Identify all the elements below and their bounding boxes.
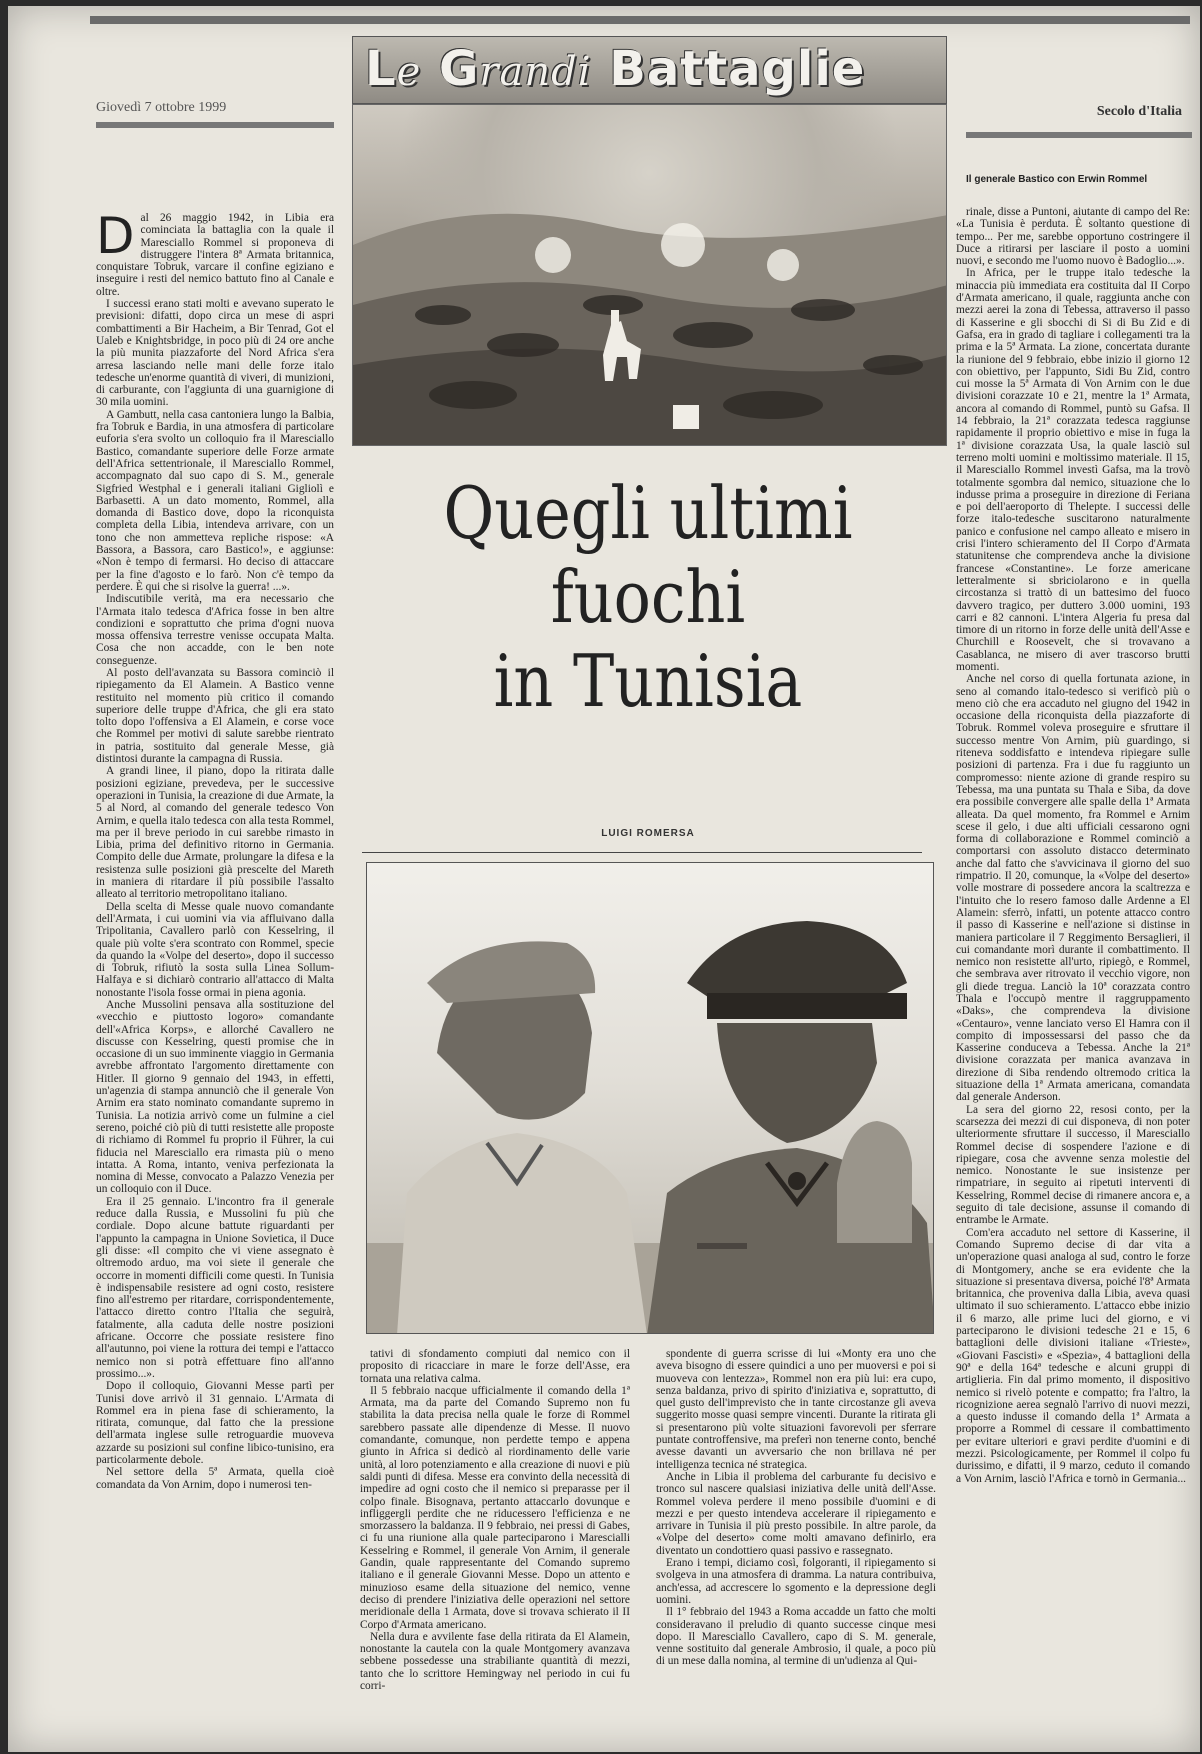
paragraph: Al posto dell'avanzata su Bassora cominciò il ripiegamento da El Alamein. A Bastico venne restituito nel momento più critico il comando superiore delle truppe d'Africa, che gli era stato tolto dopo l'offensiva a El Alamein, e corse voce che Rommel per motivi di salute sarebbe rientrato in patria, sostituito dal generale Messe, già distintosi durante la campagna di Russia. xyxy=(96,666,334,766)
article-column-right xyxy=(956,206,1190,1742)
section-title-battaglie: Battaglie xyxy=(609,41,866,97)
battle-painting xyxy=(352,104,947,446)
paragraph-text: al 26 maggio 1942, in Libia era cominciata la battaglia con la quale il Maresciallo Rommel si proponeva di distruggere l'intera 8ª Armata britannica, conquistare Tobruk, varcare il confine egiziano e inseguire i resti del nemico battuto fino al Canale e oltre. xyxy=(96,212,334,298)
paragraph: Il 5 febbraio nacque ufficialmente il comando della 1ª Armata, ma da parte del Comando Supremo non fu stabilita la data precisa nella quale le forze di Rommel sarebbero passate alle dipendenze di Messe. Il nuovo comandante, comunque, non perdette tempo e appena giunto in Africa si dedicò al riordinamento delle varie unità, al loro potenziamento e alla creazione di nuovi e più saldi punti di difesa. Messe era convinto della necessità di impedire ad ogni costo che il nemico si preparasse per il colpo finale. Bisognava, pertanto attaccarlo dovunque e infliggergli perdite che ne riducessero l'efficienza e ne smorzassero la baldanza. Il 9 febbraio, nei pressi di Gabes, ci fu una riunione alla quale parteciparono i Marescialli Kesselring e Rommel, il generale Von Arnim, il generale Gandin, quale rappresentante del Comando supremo italiano e il generale Giovanni Messe. Dopo un attento e minuzioso esame della situazione del nemico, venne deciso di prendere l'iniziativa delle operazioni nel settore meridionale della 1 Armata, dove si trovava schierato il II Corpo d'Armata americano. xyxy=(360,1384,630,1631)
paragraph: tativi di sfondamento compiuti dal nemico con il proposito di ricacciare in mare le forze dell'Asse, era tornata una relativa calma. xyxy=(360,1348,630,1385)
byline: LUIGI ROMERSA xyxy=(601,828,695,839)
paragraph: Della scelta di Messe quale nuovo comandante dell'Armata, i cui uomini via via affluivano dalla Tripolitania, Cavallero parlò con Kesselring, il quale più volte s'era scontrato con Rommel, specie da quando la «Volpe del deserto», dopo il successo di Tobruk, rifiutò la sosta sulla Linea Sollum-Halfaya e si dichiarò contrario all'attacco di Malta nonostante l'isola fosse ormai in piena agonia. xyxy=(96,900,334,999)
battle-painting-art xyxy=(353,105,947,446)
paragraph: Indiscutibile verità, ma era necessario che l'Armata italo tedesca d'Africa fosse in ben altre condizioni e soprattutto che prima d'ogni nuova mossa offensiva terrestre venisse occupata Malta. Cosa che non accadde, con le ben note conseguenze. xyxy=(96,593,334,667)
section-title-randi: randi xyxy=(479,49,592,95)
article-column-left xyxy=(96,212,334,1742)
bastico-rommel-photo xyxy=(366,862,934,1334)
paragraph: A Gambutt, nella casa cantoniera lungo la Balbia, fra Tobruk e Bardia, in una atmosfera di particolare euforia s'era svolto un colloquio fra il Maresciallo Bastico, comandante superiore delle Forze armate dell'Africa settentrionale, il Maresciallo Rommel, accompagnato dal suo capo di S. M., generale Sigfried Westphal e i generali italiani Gigliolì e Barbasetti. A un dato momento, Rommel, alla domanda di Bastico dove, dopo la riconquista completa della Libia, intendeva arrivare, con un tono che non ammetteva repliche rispose: «A Bassora, a Bassora, caro Bastico!», e aggiunse: «Non è tempo di fermarsi. Ho deciso di attaccare per la fine d'agosto e lo farò. Non c'è tempo da perdere. È qui che si risolve la guerra! ...». xyxy=(96,408,334,593)
right-rule xyxy=(966,132,1192,138)
date-rule xyxy=(96,122,334,128)
section-title xyxy=(365,41,865,97)
paragraph: Anche in Libia il problema del carburante fu decisivo e tronco sul nascere qualsiasi iniziativa delle unità dell'Asse. Rommel voleva perdere il meno possibile d'uomini e di mezzi e per questo intendeva accelerare il ripiegamento e arrivare in Tunisia il più presto possibile. In altre parole, da «Volpe del deserto» come molti amavano definirlo, era diventato un condottiero quasi passivo e rassegnato. xyxy=(656,1470,936,1557)
article-headline xyxy=(407,471,889,723)
photo-caption: Il generale Bastico con Erwin Rommel xyxy=(966,174,1148,185)
section-title-G: G xyxy=(438,41,480,97)
paragraph: In Africa, per le truppe italo tedesche la minaccia più immediata era costituita dal II Corpo d'Armata americano, il quale, raggiunta anche con mezzi aerei la zona di Tebessa, attraverso il passo di Kasserine e gli sbocchi di Si di Bu Zid e di Gafsa, era in grado di tagliare i collegamenti tra la prima e la 5ª Armata. La zione, concertata durante la riunione del 9 febbraio, ebbe inizio il giorno 12 con obiettivo, per l'appunto, Sidi Bu Zid, contro cui mosse la 5ª Armata di Von Arnim con le due divisioni corazzate 10 e 21, mentre la 1ª Armata, ancora al comando di Rommel, puntò su Gafsa. Il 14 febbraio, la 21ª corazzata tedesca raggiunse rapidamente il proprio obiettivo e mise in fuga la 1ª divisione corazzata Usa, la quale lasciò sul terreno molti uomini e moltissimo materiale. Il 15, il Maresciallo Rommel investì Gafsa, ma la trovò totalmente sgombra dal nemico, situazione che lo indusse prima a proseguire in direzione di Feriana e poi dell'aeroporto di Thelepte. I successi delle forze italo-tedesche suscitarono naturalmente panico e confusione nel campo alleato e misero in crisi l'intero schieramento del II Corpo d'Armata statunitense che comprendeva anche la divisione francese «Constantine». Le forze americane letteralmente si sbriciolarono e in quella circostanza si trattò di un battesimo del fuoco davvero tragico, per duttero 3.000 uomini, 193 carri e 82 cannoni. L'intera Algeria fu presa dal timore di un ritorno in forze delle unità dell'Asse e Churchill e Roosevelt, che si trovavano a Casablanca, ne misero di aver trascorso brutti momenti. xyxy=(956,267,1190,673)
paragraph: Com'era accaduto nel settore di Kasserine, il Comando Supremo decise di dar vita a un'operazione quasi analoga al sud, contro le forze di Montgomery, anche se era evidente che la situazione si presentava diversa, poiché l'8ª Armata britannica, che proveniva dalla Libia, aveva quasi ultimato il suo schieramento. L'attacco ebbe inizio il 6 marzo, alle prime luci del giorno, e vi parteciparono le divisioni tedesche 21 e 15, 6 battaglioni delle divisioni italiane «Trieste», «Giovani Fascisti» e «Spezia», 4 battaglioni della 90ª e della 164ª tedesche e alcuni gruppi di artiglieria. Fin dal primo momento, il dispositivo nemico si rivelò potente e compatto; fra l'altro, la ricognizione aerea segnalò l'arrivo di nuovi mezzi, a questo indusse il comando della 1ª Armata a proporre a Rommel di cessare il combattimento per evitare ulteriori e gravi perdite d'uomini e di mezzi. Psicologicamente, per Rommel il colpo fu durissimo, e difatti, il 9 marzo, ceduto il comando a Von Arnim, lasciò l'Africa e tornò in Germania... xyxy=(956,1226,1190,1485)
paragraph: Il 1° febbraio del 1943 a Roma accadde un fatto che molti consideravano il preludio di quanto successe cinque mesi dopo. Il Maresciallo Cavallero, capo di S. M. generale, venne sostituito dal generale Ambrosio, il quale, a poco più di un mese dalla nomina, al termine di un'udienza al Qui- xyxy=(656,1606,936,1668)
issue-date: Giovedì 7 ottobre 1999 xyxy=(96,100,227,115)
paragraph xyxy=(96,212,334,298)
byline-rule xyxy=(362,852,922,853)
paragraph: rinale, disse a Puntoni, aiutante di campo del Re: «La Tunisia è perduta. È soltanto questione di tempo... Per me, sarebbe opportuno costringere il Duce a ritirarsi per lasciare il posto a uomini nuovi, e secondo me l'uomo nuovo è Badoglio...». xyxy=(956,206,1190,268)
section-banner xyxy=(352,36,947,104)
paragraph: I successi erano stati molti e avevano superato le previsioni: difatti, dopo circa un mese di aspri combattimenti a Bir Hacheim, a Bir Tenrad, Got el Ualeb e Knightsbridge, in poco più di 24 ore anche la più munita piazzaforte del Nord Africa s'era arresa lasciando nelle mani delle forze italo tedesche un'enorme quantità di viveri, di munizioni, di carburante, con l'aggiunta di una guarnigione di 30 mila uomini. xyxy=(96,298,334,409)
paragraph: Nella dura e avvilente fase della ritirata da El Alamein, nonostante la cautela con la quale Montgomery avanzava sebbene possedesse una strabiliante quantità di mezzi, tanto che lo scrittore Hemingway nel periodo in cui fu corri- xyxy=(360,1630,630,1693)
photo-art xyxy=(367,863,934,1334)
headline-line-2: fuochi xyxy=(550,555,746,639)
paragraph: Era il 25 gennaio. L'incontro fra il generale reduce dalla Russia, e Mussolini fu più che cordiale. Dopo alcune battute riguardanti per l'appunto la campagna in Unione Sovietica, il Duce gli disse: «Il compito che vi viene assegnato è oltremodo arduo, ma voi siete il generale che occorre in momenti difficili come questi. In Tunisia è indispensabile resistere ad ogni costo, resistere fino all'estremo per ritardare, corrispondentemente, l'attacco diretto contro l'Italia che seguirà, fatalmente, alla caduta delle nostre posizioni africane. Occorre che possiate resistere fino all'autunno, poi viene la rottura dei tempi e l'attacco nemico non si potrà effettuare fino all'anno prossimo...». xyxy=(96,1195,334,1380)
paragraph: Anche Mussolini pensava alla sostituzione del «vecchio e piuttosto logoro» comandante dell'«Africa Korps», e allorché Cavallero ne discusse con Kesselring, questi promise che in occasione di un suo imminente viaggio in Germania avrebbe affrontato l'argomento direttamente con Hitler. Il giorno 9 gennaio del 1943, in effetti, un'agenzia di stampa annunciò che il generale Von Arnim era stato nominato comandante supremo in Tunisia. La notizia arrivò come un fulmine a ciel sereno, poiché ciò più di tutti resistette alle proposte di richiamo di Rommel fu proprio il Führer, la cui fiducia nel Maresciallo era rimasta più o meno intatta. A Roma, intanto, veniva perfezionata la nomina di Messe, convocato a Palazzo Venezia per un colloquio con il Duce. xyxy=(96,999,334,1196)
headline-line-3: in Tunisia xyxy=(493,639,803,723)
section-title-e: e xyxy=(396,49,422,95)
top-rule xyxy=(90,16,1190,24)
masthead: Secolo d'Italia xyxy=(1096,104,1182,119)
article-column-middle-1 xyxy=(360,1348,630,1742)
paragraph: Nel settore della 5ª Armata, quella cioè comandata da Von Arnim, dopo i numerosi ten- xyxy=(96,1466,334,1491)
paragraph: Dopo il colloquio, Giovanni Messe partì per Tunisi dove arrivò il 31 gennaio. L'Armata di Rommel era in piena fase di schieramento, la ritirata, comunque, dal fatto che la pressione dell'armata inglese sulle retroguardie muoveva azzarde su posizioni sul confine libico-tunisino, era particolarmente debole. xyxy=(96,1380,334,1466)
paragraph: Anche nel corso di quella fortunata azione, in seno al comando italo-tedesco si verificò più o meno ciò che era accaduto nel giugno del 1942 in occasione della riconquista della piazzaforte di Tobruk. Rommel voleva proseguire e sfruttare il successo mentre Von Arnim, più guardingo, si riteneva soddisfatto e intendeva ripiegare sulle posizioni di partenza. Fra i due fu raggiunto un compromesso: niente azione di grande respiro su Tebessa, ma una puntata su Thala e Siba, da dove era possibile convergere alle spalle della 1ª Armata alleata. Da quel momento, fra Rommel e Arnim scese il gelo, i due alti ufficiali cessarono ogni forma di collaborazione e Rommel cominciò a comportarsi con assoluto distacco determinato anche dal fatto che s'avvicinava il giorno del suo rimpatrio. Il 20, comunque, la «Volpe del deserto» volle mostrare di possedere ancora la scaltrezza e l'intuito che lo resero famoso dalle Ardenne a El Alamein: sferrò, infatti, un potente attacco contro il passo di Kasserine e nell'azione si distinse in maniera particolare il 7 Reggimento Bersaglieri, il cui comandante morì durante il combattimento. Il nemico non resistette all'urto, ripiegò, e Rommel, che sembrava aver ritrovato il vecchio vigore, non gli diede tregua. Lanciò la 10ª corazzata contro Thala e l'occupò mentre il raggruppamento «Daks», che comprendeva la divisione «Centauro», venne lanciato verso El Hamra con il compito di impossessarsi del passo che da Kasserine conduceva a Tebessa. Anche la 21ª divisione corazzata per manica avanzava in direzione di Siba rendendo oltremodo critica la situazione della 1ª Armata americana, comandata dal generale Anderson. xyxy=(956,673,1190,1104)
headline-line-1: Quegli ultimi xyxy=(443,471,853,555)
drop-cap: D xyxy=(96,212,135,265)
paragraph: spondente di guerra scrisse di lui «Monty era uno che aveva bisogno di essere quindici a uno per muoversi e poi si muoveva con lentezza», Rommel non era più lui: era cupo, senza baldanza, privo di spirito d'iniziativa e, soprattutto, di quel gusto dell'imprevisto che in tante circostanze gli aveva suggerito mosse quasi sempre vincenti. Durante la ritirata gli si presentarono più volte situazioni favorevoli per sferrare puntate controffensive, ma preferì non tenerne conto, benché avesse davanti un avversario che non brillava né per intelligenza tecnica né strategica. xyxy=(656,1348,936,1471)
article-column-middle-2 xyxy=(656,1348,936,1742)
paragraph: A grandi linee, il piano, dopo la ritirata dalle posizioni egiziane, prevedeva, per le successive operazioni in Tunisia, la creazione di due Armate, la 5 al Nord, al comando del generale tedesco Von Arnim, e quella italo tedesca con alla testa Rommel, ma per il breve periodo in cui sarebbe rimasto in Libia, prima del definitivo ritorno in Germania. Compito delle due Armate, prolungare la difesa e la resistenza sulle posizioni già prescelte del Mareth in maniera di ritardare il più possibile l'assalto alleato al territorio metropolitano italiano. xyxy=(96,765,334,901)
paragraph: Erano i tempi, diciamo così, folgoranti, il ripiegamento si svolgeva in una atmosfera di dramma. La natura contribuiva, anch'essa, ad accrescere lo sgomento e la depressione degli uomini. xyxy=(656,1557,936,1606)
paragraph: La sera del giorno 22, resosi conto, per la scarsezza dei mezzi di cui disponeva, di non poter ulteriormente sfruttare il successo, il Maresciallo Rommel decise di sospendere l'azione e di ripiegare, cosa che avvenne senza molestie del nemico. Nonostante le sue insistenze per rimpatriare, in seguito ai ripetuti interventi di Kesselring, Rommel decise di rimanere ancora e, a seguito di tale decisione, assunse il comando di entrambe le Armate. xyxy=(956,1103,1190,1227)
newspaper-page xyxy=(8,6,1200,1752)
section-title-L: L xyxy=(365,41,397,97)
